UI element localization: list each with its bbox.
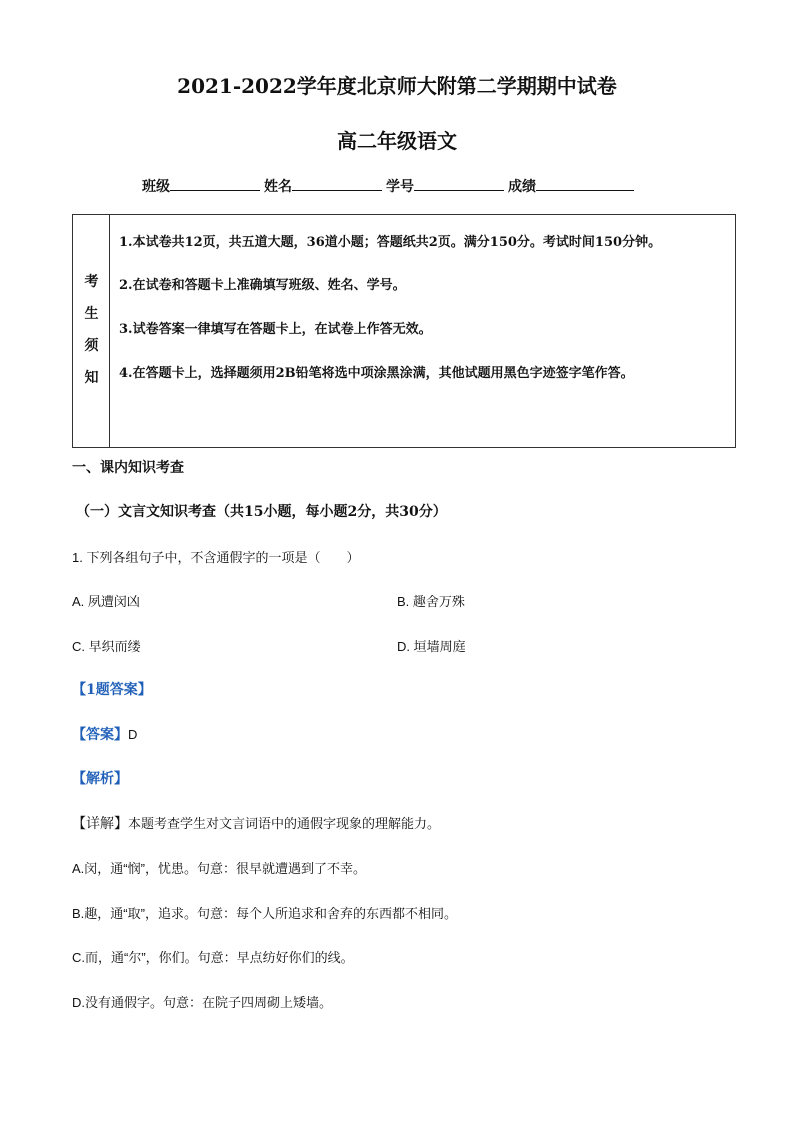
name-field[interactable] [292, 176, 382, 191]
analysis-tag: 【解析】 [72, 771, 128, 787]
exam-notice-box [72, 214, 736, 448]
detail-text: 本题考查学生对文言词语中的通假字现象的理解能力。 [128, 816, 441, 831]
class-field[interactable] [170, 176, 260, 191]
notice-side-char: 生 [84, 306, 99, 322]
score-label: 成绩 [508, 179, 536, 195]
notice-side-char: 知 [84, 370, 99, 386]
notice-item: 1.本试卷共12页，共五道大题，36道小题；答题纸共2页。满分150分。考试时间150分钟。 [119, 235, 662, 250]
option-c: C. 早织而缕 [72, 639, 141, 654]
student-id-label: 学号 [386, 179, 414, 195]
notice-side-char: 须 [84, 338, 99, 354]
explanation-line: D.没有通假字。句意：在院子四周砌上矮墙。 [72, 995, 333, 1010]
option-a: A. 夙遭闵凶 [72, 594, 140, 609]
name-label: 姓名 [264, 179, 292, 195]
answer-tag: 【答案】 [72, 727, 128, 743]
question-stem: 1. 下列各组句子中，不含通假字的一项是（ ） [72, 550, 360, 565]
notice-item: 4.在答题卡上，选择题须用2B铅笔将选中项涂黑涂满，其他试题用黑色字迹签字笔作答。 [119, 366, 634, 381]
notice-side-column [73, 215, 110, 447]
student-id-field[interactable] [414, 176, 504, 191]
notice-side-char: 考 [84, 274, 99, 290]
section-heading: 一、课内知识考查 [72, 460, 184, 476]
answer-line [72, 724, 137, 744]
student-info-row [142, 176, 638, 196]
detail-line [72, 813, 440, 833]
exam-subtitle: 高二年级语文 [337, 129, 457, 153]
notice-item: 2.在试卷和答题卡上准确填写班级、姓名、学号。 [119, 278, 406, 293]
option-d: D. 垣墙周庭 [397, 639, 466, 654]
score-field[interactable] [536, 176, 634, 191]
class-label: 班级 [142, 179, 170, 195]
explanation-line: A.闵，通“悯”，忧患。句意：很早就遭遇到了不幸。 [72, 861, 366, 876]
answer-block-header: 【1题答案】 [72, 682, 152, 698]
option-b: B. 趣舍万殊 [397, 594, 465, 609]
detail-tag: 【详解】 [72, 815, 128, 831]
answer-value: D [128, 727, 138, 742]
explanation-line: B.趣，通“取”，追求。句意：每个人所追求和舍弃的东西都不相同。 [72, 906, 457, 921]
exam-title: 2021-2022学年度北京师大附第二学期期中试卷 [177, 74, 617, 98]
subsection-heading: （一）文言文知识考查（共15小题，每小题2分，共30分） [76, 504, 447, 520]
explanation-line: C.而，通“尔”，你们。句意：早点纺好你们的线。 [72, 950, 354, 965]
notice-item: 3.试卷答案一律填写在答题卡上，在试卷上作答无效。 [119, 322, 432, 337]
